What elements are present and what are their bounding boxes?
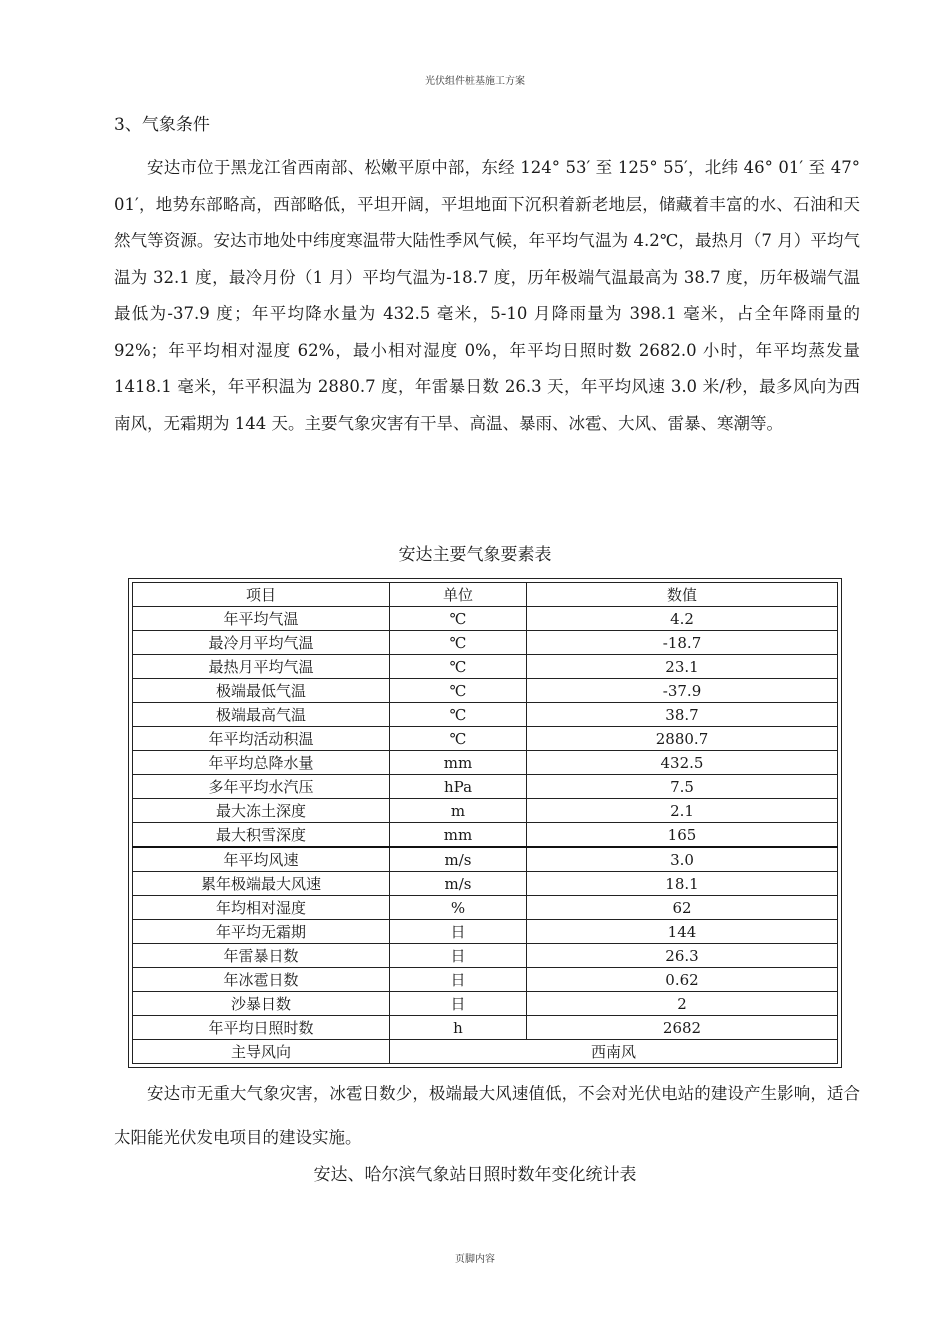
table-row-wind-direction [133,1040,838,1064]
section-title: 3、气象条件 [114,115,210,135]
table-row [133,992,838,1016]
cell-value: 62 [527,896,838,920]
climate-paragraph: 安达市位于黑龙江省西南部、松嫩平原中部，东经 124° 53′ 至 125° 55′，北纬 46° 01′ 至 47° 01′，地势东部略高，西部略低，平坦开阔，平坦地面下沉积着新老地层，储藏着丰富的水、石油和天然气等资源。安达市地处中纬度寒温带大陆性季风气候，年平均气温为 4.2℃，最热月（7 月）平均气温为 32.1 度，最冷月份（1 月）平均气温为-18.7 度，历年极端气温最高为 38.7 度，历年极端气温最低为-37.9 度；年平均降水量为 432.5 毫米，5-10 月降雨量为 398.1 毫米，占全年降雨量的 92%；年平均相对湿度 62%，最小相对湿度 0%，年平均日照时数 2682.0 小时，年平均蒸发量 1418.1 毫米，年平积温为 2880.7 度，年雷暴日数 26.3 天，年平均风速 3.0 米/秒，最多风向为西南风，无霜期为 144 天。主要气象灾害有干旱、高温、暴雨、冰雹、大风、雷暴、寒潮等。 [114,158,860,433]
cell-value: 38.7 [527,703,838,727]
cell-value: 0.62 [527,968,838,992]
cell-item: 年平均总降水量 [133,751,390,775]
cell-unit: ℃ [390,727,527,751]
cell-value: 2880.7 [527,727,838,751]
cell-unit: ℃ [390,703,527,727]
table-row [133,823,838,848]
cell-unit: hPa [390,775,527,799]
cell-unit: mm [390,823,527,848]
cell-value: 144 [527,920,838,944]
header-unit: 单位 [390,583,527,607]
table-row [133,655,838,679]
cell-item: 最热月平均气温 [133,655,390,679]
table-row [133,968,838,992]
cell-unit: ℃ [390,631,527,655]
cell-value: 3.0 [527,847,838,872]
cell-item: 多年平均水汽压 [133,775,390,799]
cell-unit: % [390,896,527,920]
cell-item: 年平均日照时数 [133,1016,390,1040]
table-header-row [133,583,838,607]
cell-value: 18.1 [527,872,838,896]
cell-item: 极端最低气温 [133,679,390,703]
table-caption: 安达主要气象要素表 [398,545,552,565]
table-frame [128,578,842,1068]
cell-unit: ℃ [390,607,527,631]
table-row [133,872,838,896]
cell-item: 极端最高气温 [133,703,390,727]
cell-value: -37.9 [527,679,838,703]
table-row [133,944,838,968]
table-row [133,703,838,727]
cell-value: 26.3 [527,944,838,968]
cell-item: 累年极端最大风速 [133,872,390,896]
cell-item: 沙暴日数 [133,992,390,1016]
table-row [133,607,838,631]
table-row [133,775,838,799]
cell-value: 432.5 [527,751,838,775]
table-row [133,847,838,872]
cell-item: 年冰雹日数 [133,968,390,992]
cell-value: 2682 [527,1016,838,1040]
cell-item: 年平均气温 [133,607,390,631]
cell-item: 年平均风速 [133,847,390,872]
cell-unit: h [390,1016,527,1040]
meteorological-table [132,582,838,1064]
cell-item: 年平均无霜期 [133,920,390,944]
cell-value: 23.1 [527,655,838,679]
cell-unit: 日 [390,944,527,968]
cell-unit: ℃ [390,655,527,679]
second-table-caption: 安达、哈尔滨气象站日照时数年变化统计表 [313,1165,637,1185]
table-row [133,799,838,823]
cell-value: 2.1 [527,799,838,823]
header-item: 项目 [133,583,390,607]
cell-item: 年均相对湿度 [133,896,390,920]
cell-unit: 日 [390,920,527,944]
cell-unit: 日 [390,992,527,1016]
header-value: 数值 [527,583,838,607]
table-row [133,1016,838,1040]
table-row [133,751,838,775]
table-row [133,679,838,703]
cell-item: 年雷暴日数 [133,944,390,968]
cell-unit: ℃ [390,679,527,703]
cell-item: 最大积雪深度 [133,823,390,848]
table-row [133,727,838,751]
table-row [133,920,838,944]
cell-unit: m/s [390,847,527,872]
cell-item: 最大冻土深度 [133,799,390,823]
cell-value: 7.5 [527,775,838,799]
cell-item: 最冷月平均气温 [133,631,390,655]
cell-value: 2 [527,992,838,1016]
cell-unit: 日 [390,968,527,992]
page-footer: 页脚内容 [455,1254,495,1265]
cell-item: 年平均活动积温 [133,727,390,751]
table-row [133,631,838,655]
cell-unit: m [390,799,527,823]
page-header: 光伏组件桩基施工方案 [425,76,525,87]
cell-value: 165 [527,823,838,848]
cell-item: 主导风向 [133,1040,390,1064]
note-paragraph: 安达市无重大气象灾害，冰雹日数少，极端最大风速值低，不会对光伏电站的建设产生影响，适合太阳能光伏发电项目的建设实施。 [114,1084,860,1147]
cell-unit: mm [390,751,527,775]
table-row [133,896,838,920]
cell-unit: m/s [390,872,527,896]
cell-value: -18.7 [527,631,838,655]
cell-value: 西南风 [390,1040,838,1064]
cell-value: 4.2 [527,607,838,631]
